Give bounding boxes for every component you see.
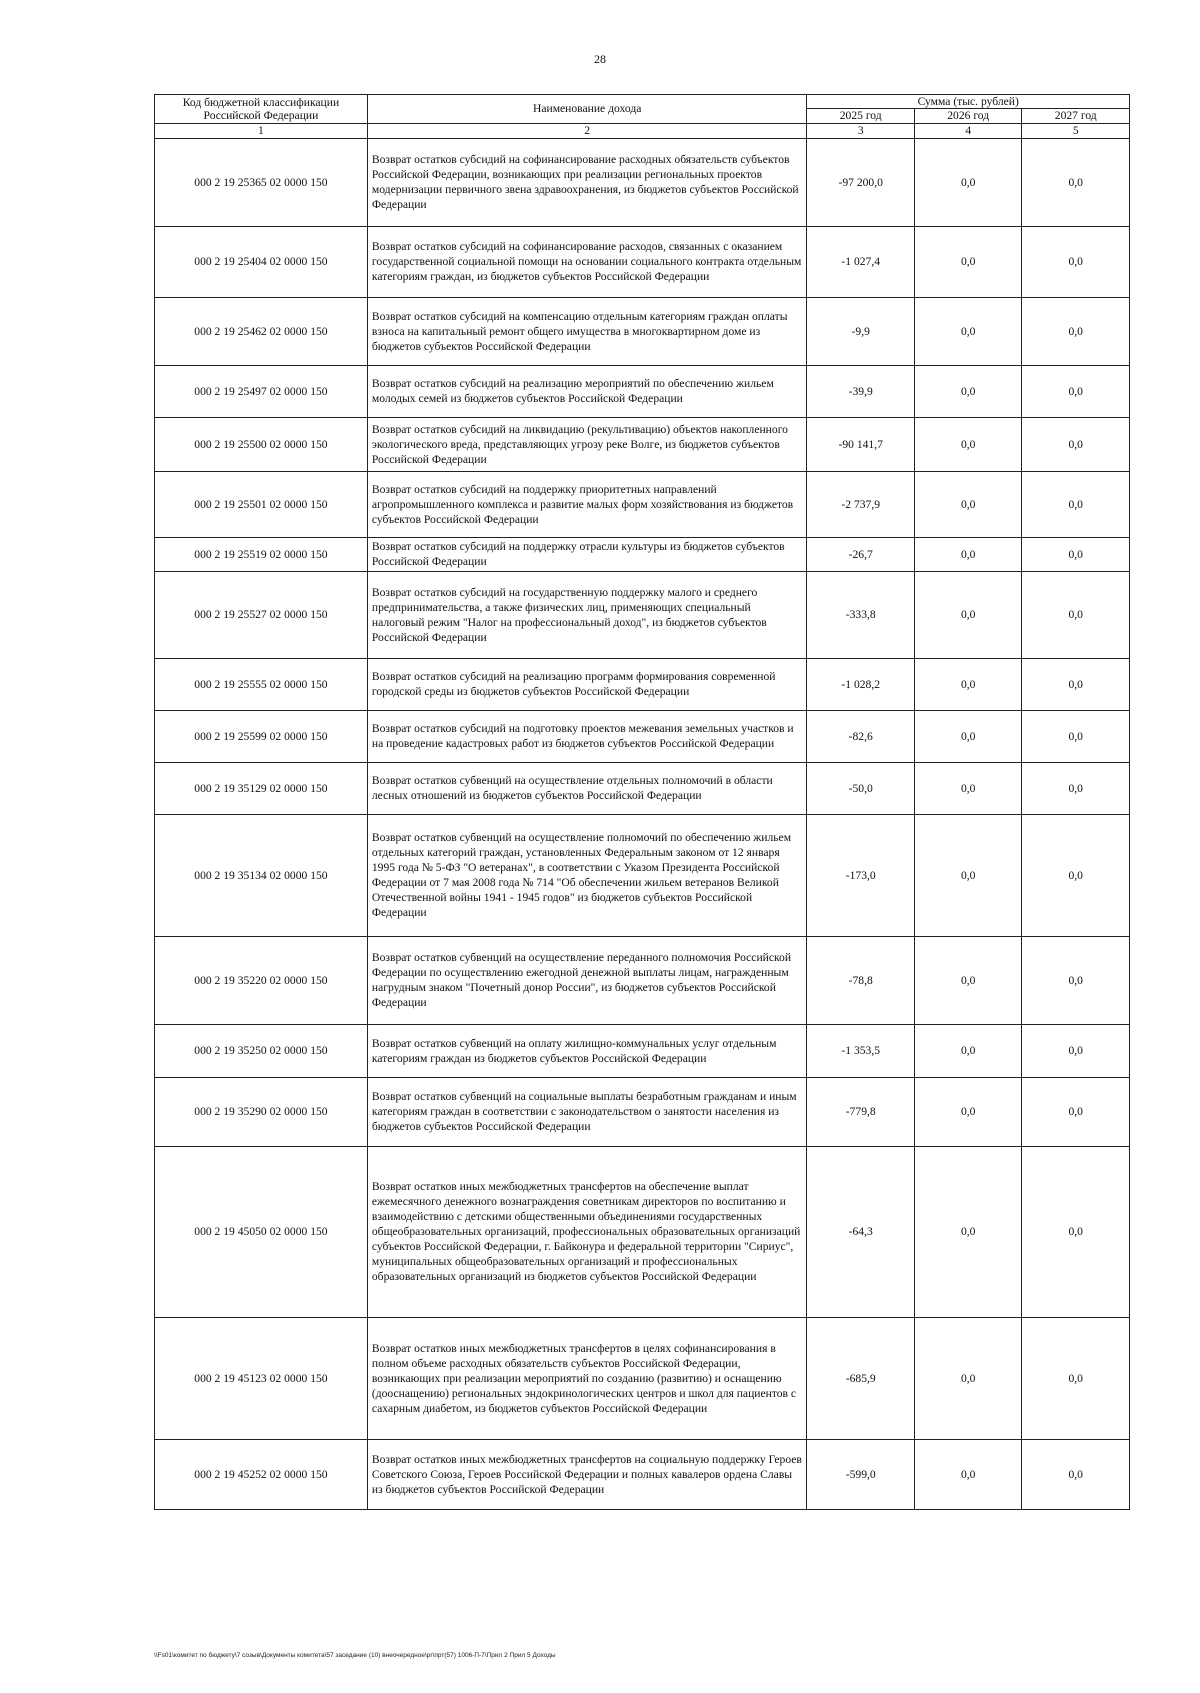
table-body: [155, 138, 1130, 1509]
header-year-2025: 2025 год: [807, 109, 915, 123]
row-value-2027: 0,0: [1022, 571, 1130, 658]
row-value-2027: 0,0: [1022, 814, 1130, 936]
table-row: [155, 571, 1130, 658]
row-name: Возврат остатков субсидий на подготовку проектов межевания земельных участков и на проведение кадастровых работ из бюджетов субъектов Российской Федерации: [367, 710, 807, 762]
row-code: 000 2 19 25555 02 0000 150: [155, 658, 368, 710]
row-value-2026: 0,0: [914, 417, 1022, 471]
row-code: 000 2 19 25462 02 0000 150: [155, 297, 368, 365]
table-row: [155, 138, 1130, 226]
row-value-2026: 0,0: [914, 1077, 1022, 1146]
row-code: 000 2 19 45123 02 0000 150: [155, 1317, 368, 1439]
row-value-2025: -685,9: [807, 1317, 915, 1439]
row-value-2025: -64,3: [807, 1146, 915, 1317]
row-value-2027: 0,0: [1022, 936, 1130, 1024]
row-value-2025: -779,8: [807, 1077, 915, 1146]
row-value-2025: -78,8: [807, 936, 915, 1024]
row-code: 000 2 19 35134 02 0000 150: [155, 814, 368, 936]
row-value-2027: 0,0: [1022, 138, 1130, 226]
row-value-2025: -26,7: [807, 537, 915, 571]
row-name: Возврат остатков субсидий на государственную поддержку малого и среднего предпринимательства, а также физических лиц, применяющих специальный налоговый режим "Налог на профессиональный доход", из бюджетов субъектов Российской Федерации: [367, 571, 807, 658]
row-name: Возврат остатков субсидий на компенсацию отдельным категориям граждан оплаты взноса на капитальный ремонт общего имущества в многоквартирном доме из бюджетов субъектов Российской Федерации: [367, 297, 807, 365]
row-value-2027: 0,0: [1022, 1317, 1130, 1439]
row-value-2025: -90 141,7: [807, 417, 915, 471]
row-value-2026: 0,0: [914, 1439, 1022, 1509]
row-value-2027: 0,0: [1022, 365, 1130, 417]
row-name: Возврат остатков иных межбюджетных трансфертов на обеспечение выплат ежемесячного денежного вознаграждения советникам директоров по воспитанию и взаимодействию с детскими общественными объединениями государственных общеобразовательных организаций, профессиональных образовательных организаций субъектов Российской Федерации, г. Байконура и федеральной территории "Сириус", муниципальных общеобразовательных организаций и профессиональных образовательных организаций из бюджетов субъектов Российской Федерации: [367, 1146, 807, 1317]
row-code: 000 2 19 35220 02 0000 150: [155, 936, 368, 1024]
row-value-2025: -82,6: [807, 710, 915, 762]
table-row: [155, 710, 1130, 762]
row-code: 000 2 19 35250 02 0000 150: [155, 1024, 368, 1077]
row-value-2026: 0,0: [914, 226, 1022, 297]
row-name: Возврат остатков субсидий на софинансирование расходов, связанных с оказанием государственной социальной помощи на основании социального контракта отдельным категориям граждан, из бюджетов субъектов Российской Федерации: [367, 226, 807, 297]
table-row: [155, 417, 1130, 471]
row-value-2025: -173,0: [807, 814, 915, 936]
row-name: Возврат остатков субсидий на реализацию мероприятий по обеспечению жильем молодых семей из бюджетов субъектов Российской Федерации: [367, 365, 807, 417]
row-name: Возврат остатков субсидий на ликвидацию (рекультивацию) объектов накопленного экологического вреда, представляющих угрозу реке Волге, из бюджетов субъектов Российской Федерации: [367, 417, 807, 471]
row-value-2025: -2 737,9: [807, 471, 915, 537]
row-code: 000 2 19 25599 02 0000 150: [155, 710, 368, 762]
row-value-2026: 0,0: [914, 297, 1022, 365]
row-name: Возврат остатков субвенций на осуществление полномочий по обеспечению жильем отдельных категорий граждан, установленных Федеральным законом от 12 января 1995 года № 5-ФЗ "О ветеранах", в соответствии с Указом Президента Российской Федерации от 7 мая 2008 года № 714 "Об обеспечении жильем ветеранов Великой Отечественной войны 1941 - 1945 годов" из бюджетов субъектов Российской Федерации: [367, 814, 807, 936]
row-value-2026: 0,0: [914, 471, 1022, 537]
row-name: Возврат остатков субвенций на осуществление переданного полномочия Российской Федерации по осуществлению ежегодной денежной выплаты лицам, награжденным нагрудным знаком "Почетный донор России", из бюджетов субъектов Российской Федерации: [367, 936, 807, 1024]
header-sum-group: Сумма (тыс. рублей): [807, 95, 1130, 109]
col-number-2: 2: [367, 123, 807, 138]
col-number-1: 1: [155, 123, 368, 138]
row-value-2027: 0,0: [1022, 1439, 1130, 1509]
row-value-2026: 0,0: [914, 1146, 1022, 1317]
col-number-3: 3: [807, 123, 915, 138]
row-value-2026: 0,0: [914, 365, 1022, 417]
table-row: [155, 1146, 1130, 1317]
table-row: [155, 762, 1130, 814]
budget-revenue-table: [154, 94, 1130, 1510]
row-name: Возврат остатков иных межбюджетных трансфертов на социальную поддержку Героев Советского Союза, Героев Российской Федерации и полных кавалеров ордена Славы из бюджетов субъектов Российской Федерации: [367, 1439, 807, 1509]
row-value-2027: 0,0: [1022, 1077, 1130, 1146]
table-row: [155, 365, 1130, 417]
row-value-2025: -9,9: [807, 297, 915, 365]
row-code: 000 2 19 25365 02 0000 150: [155, 138, 368, 226]
row-name: Возврат остатков субвенций на осуществление отдельных полномочий в области лесных отношений из бюджетов субъектов Российской Федерации: [367, 762, 807, 814]
row-name: Возврат остатков субвенций на оплату жилищно-коммунальных услуг отдельным категориям граждан из бюджетов субъектов Российской Федерации: [367, 1024, 807, 1077]
row-name: Возврат остатков субсидий на софинансирование расходных обязательств субъектов Российской Федерации, возникающих при реализации региональных проектов модернизации первичного звена здравоохранения, из бюджетов субъектов Российской Федерации: [367, 138, 807, 226]
table-row: [155, 297, 1130, 365]
table-row: [155, 658, 1130, 710]
row-code: 000 2 19 25519 02 0000 150: [155, 537, 368, 571]
table-row: [155, 226, 1130, 297]
row-name: Возврат остатков субвенций на социальные выплаты безработным гражданам и иным категориям граждан в соответствии с законодательством о занятости населения из бюджетов субъектов Российской Федерации: [367, 1077, 807, 1146]
row-value-2027: 0,0: [1022, 1024, 1130, 1077]
row-code: 000 2 19 45050 02 0000 150: [155, 1146, 368, 1317]
row-name: Возврат остатков субсидий на поддержку отрасли культуры из бюджетов субъектов Российской Федерации: [367, 537, 807, 571]
row-value-2027: 0,0: [1022, 710, 1130, 762]
header-year-2026: 2026 год: [914, 109, 1022, 123]
row-value-2026: 0,0: [914, 571, 1022, 658]
row-value-2026: 0,0: [914, 936, 1022, 1024]
row-code: 000 2 19 25501 02 0000 150: [155, 471, 368, 537]
row-value-2026: 0,0: [914, 658, 1022, 710]
col-number-5: 5: [1022, 123, 1130, 138]
row-code: 000 2 19 25527 02 0000 150: [155, 571, 368, 658]
row-code: 000 2 19 35129 02 0000 150: [155, 762, 368, 814]
row-value-2026: 0,0: [914, 138, 1022, 226]
row-value-2027: 0,0: [1022, 1146, 1130, 1317]
header-year-2027: 2027 год: [1022, 109, 1130, 123]
row-value-2027: 0,0: [1022, 471, 1130, 537]
table-row: [155, 471, 1130, 537]
row-value-2025: -97 200,0: [807, 138, 915, 226]
header-code: Код бюджетной классификации Российской Федерации: [155, 95, 368, 124]
row-value-2027: 0,0: [1022, 537, 1130, 571]
row-code: 000 2 19 25500 02 0000 150: [155, 417, 368, 471]
table-row: [155, 537, 1130, 571]
row-value-2026: 0,0: [914, 1024, 1022, 1077]
row-value-2025: -599,0: [807, 1439, 915, 1509]
row-value-2027: 0,0: [1022, 417, 1130, 471]
page-number: 28: [594, 52, 606, 66]
row-name: Возврат остатков иных межбюджетных трансфертов в целях софинансирования в полном объеме расходных обязательств субъектов Российской Федерации, возникающих при реализации мероприятий по созданию (развитию) и оснащению (дооснащению) региональных эндокринологических центров и школ для пациентов с сахарным диабетом, из бюджетов субъектов Российской Федерации: [367, 1317, 807, 1439]
row-value-2027: 0,0: [1022, 658, 1130, 710]
row-value-2027: 0,0: [1022, 226, 1130, 297]
table-row: [155, 1439, 1130, 1509]
row-value-2027: 0,0: [1022, 762, 1130, 814]
table-row: [155, 936, 1130, 1024]
row-code: 000 2 19 45252 02 0000 150: [155, 1439, 368, 1509]
table-row: [155, 1317, 1130, 1439]
col-number-4: 4: [914, 123, 1022, 138]
row-name: Возврат остатков субсидий на реализацию программ формирования современной городской среды из бюджетов субъектов Российской Федерации: [367, 658, 807, 710]
table-row: [155, 1077, 1130, 1146]
table-row: [155, 1024, 1130, 1077]
row-value-2027: 0,0: [1022, 297, 1130, 365]
row-value-2025: -1 353,5: [807, 1024, 915, 1077]
row-name: Возврат остатков субсидий на поддержку приоритетных направлений агропромышленного комплекса и развитие малых форм хозяйствования из бюджетов субъектов Российской Федерации: [367, 471, 807, 537]
table-row: [155, 814, 1130, 936]
footer-file-path: \\Fs01\комитет по бюджету\7 созыв\Документы комитета\57 заседание (10) внеочередное\pr\прт(57) 1006-П-7\Прил 2 Прил 5 Доходы: [154, 1652, 556, 1659]
row-value-2025: -50,0: [807, 762, 915, 814]
row-code: 000 2 19 35290 02 0000 150: [155, 1077, 368, 1146]
header-name: Наименование дохода: [367, 95, 807, 124]
row-value-2025: -333,8: [807, 571, 915, 658]
row-value-2026: 0,0: [914, 1317, 1022, 1439]
row-code: 000 2 19 25497 02 0000 150: [155, 365, 368, 417]
row-value-2026: 0,0: [914, 762, 1022, 814]
row-value-2026: 0,0: [914, 710, 1022, 762]
row-value-2026: 0,0: [914, 814, 1022, 936]
row-code: 000 2 19 25404 02 0000 150: [155, 226, 368, 297]
row-value-2025: -1 028,2: [807, 658, 915, 710]
row-value-2025: -1 027,4: [807, 226, 915, 297]
row-value-2025: -39,9: [807, 365, 915, 417]
row-value-2026: 0,0: [914, 537, 1022, 571]
